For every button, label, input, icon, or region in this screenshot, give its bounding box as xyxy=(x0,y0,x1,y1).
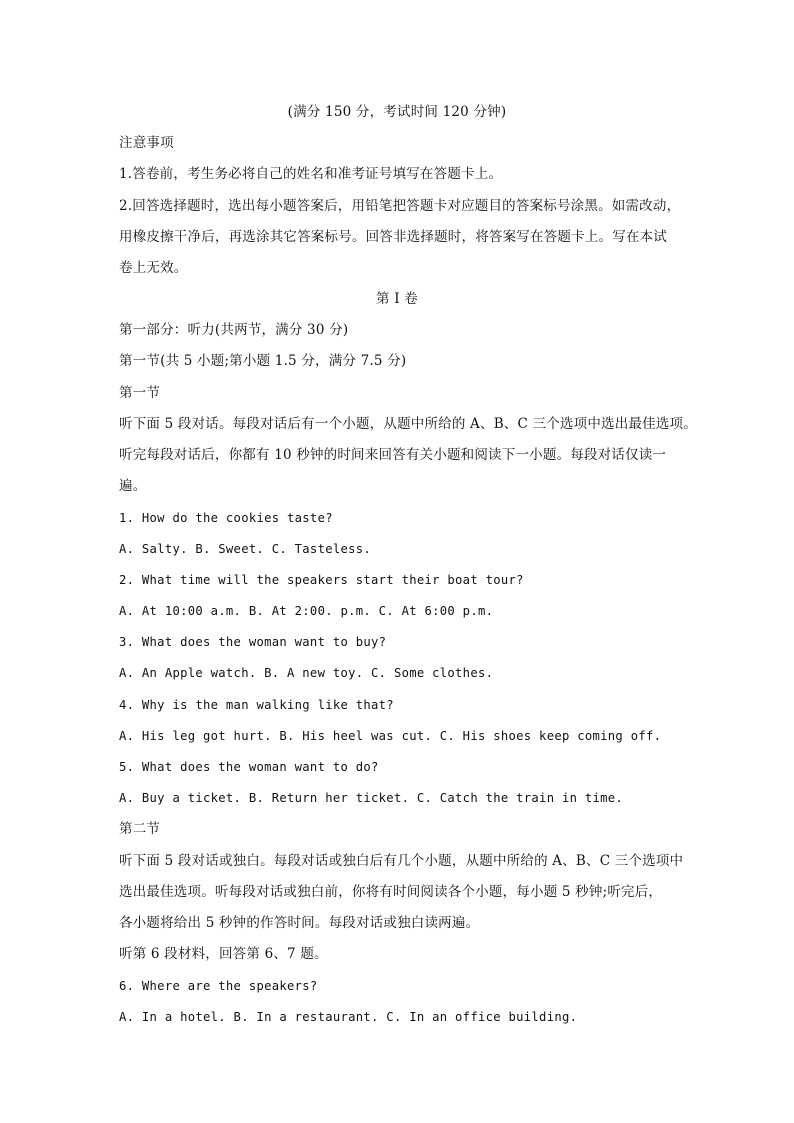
section1-title: 第一节(共 5 小题;第小题 1.5 分，满分 7.5 分) xyxy=(119,353,407,369)
question-3: 3. What does the woman want to buy? xyxy=(119,635,387,649)
question-6: 6. Where are the speakers? xyxy=(119,979,318,993)
volume-title: 第 I 卷 xyxy=(376,291,418,307)
exam-info: (满分 150 分，考试时间 120 分钟) xyxy=(287,104,507,120)
instruction-item-2-line-3: 卷上无效。 xyxy=(119,260,188,276)
question-2: 2. What time will the speakers start their boat tour? xyxy=(119,573,524,587)
question-4: 4. Why is the man walking like that? xyxy=(119,698,394,712)
instructions-heading: 注意事项 xyxy=(119,135,174,151)
question-6-options: A. In a hotel. B. In a restaurant. C. In an office building. xyxy=(119,1010,578,1024)
instruction-item-1: 1.答卷前，考生务必将自己的姓名和准考证号填写在答题卡上。 xyxy=(119,166,503,182)
section1-direction-line-3: 遍。 xyxy=(119,478,147,494)
section1-direction-line-1: 听下面 5 段对话。每段对话后有一个小题，从题中所给的 A、B、C 三个选项中选出最佳选项。 xyxy=(119,416,697,432)
section2-direction-line-2: 选出最佳选项。听每段对话或独白前，你将有时间阅读各个小题，每小题 5 秒钟;听完后， xyxy=(119,884,663,900)
question-5: 5. What does the woman want to do? xyxy=(119,760,379,774)
instruction-item-2-line-2: 用橡皮擦干净后，再选涂其它答案标号。回答非选择题时，将答案写在答题卡上。写在本试 xyxy=(119,229,667,245)
section2-direction-line-3: 各小题将给出 5 秒钟的作答时间。每段对话或独白读两遍。 xyxy=(119,915,480,931)
instruction-item-2-line-1: 2.回答选择题时，选出每小题答案后，用铅笔把答题卡对应题目的答案标号涂黑。如需改动， xyxy=(119,198,681,214)
part1-title: 第一部分：听力(共两节，满分 30 分) xyxy=(119,322,349,338)
question-1-options: A. Salty. B. Sweet. C. Tasteless. xyxy=(119,542,372,556)
section2-direction-line-1: 听下面 5 段对话或独白。每段对话或独白后有几个小题，从题中所给的 A、B、C 三个选项中 xyxy=(119,853,684,869)
exam-page xyxy=(119,0,697,1123)
question-3-options: A. An Apple watch. B. A new toy. C. Some clothes. xyxy=(119,666,494,680)
question-5-options: A. Buy a ticket. B. Return her ticket. C. Catch the train in time. xyxy=(119,791,624,805)
section2-heading: 第二节 xyxy=(119,821,161,837)
question-1: 1. How do the cookies taste? xyxy=(119,511,333,525)
material-6-instruction: 听第 6 段材料，回答第 6、7 题。 xyxy=(119,946,328,962)
section1-direction-line-2: 听完每段对话后，你都有 10 秒钟的时间来回答有关小题和阅读下一小题。每段对话仅读一 xyxy=(119,447,667,463)
section1-heading: 第一节 xyxy=(119,385,161,401)
question-2-options: A. At 10:00 a.m. B. At 2:00. p.m. C. At 6:00 p.m. xyxy=(119,604,494,618)
question-4-options: A. His leg got hurt. B. His heel was cut. C. His shoes keep coming off. xyxy=(119,729,662,743)
